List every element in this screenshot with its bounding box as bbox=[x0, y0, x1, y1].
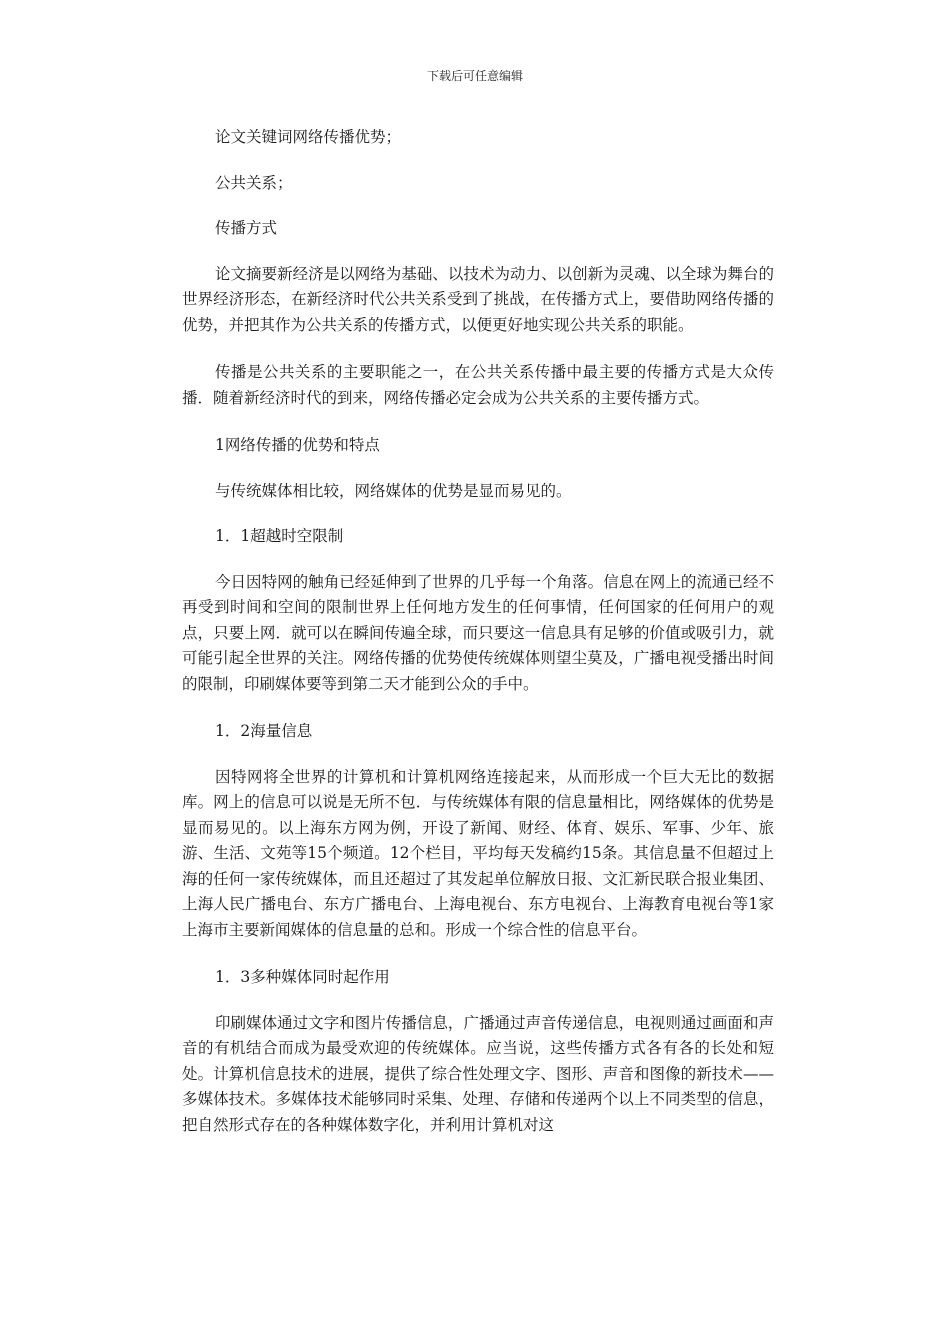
subsection-heading-1-2: 1．2海量信息 bbox=[215, 722, 313, 740]
document-body bbox=[182, 125, 774, 1160]
subsection-heading-1-1: 1．1超越时空限制 bbox=[215, 527, 344, 545]
subsection-1-2-body: 因特网将全世界的计算机和计算机网络连接起来，从而形成一个巨大无比的数据库。网上的信息可以说是无所不包．与传统媒体有限的信息量相比，网络媒体的优势是显而易见的。以上海东方网为例，开设了新闻、财经、体育、娱乐、军事、少年、旅游、生活、文苑等15个频道。12个栏目，平均每天发稿约15条。其信息量不但超过上海的任何一家传统媒体，而且还超过了其发起单位解放日报、文汇新民联合报业集团、上海人民广播电台、东方广播电台、上海电视台、东方电视台、上海教育电视台等1家上海市主要新闻媒体的信息量的总和。形成一个综合性的信息平台。 bbox=[182, 767, 774, 939]
page-header: 下载后可任意编辑 bbox=[426, 69, 523, 83]
subsection-heading-1-3: 1．3多种媒体同时起作用 bbox=[215, 968, 390, 986]
abstract-paragraph: 论文摘要新经济是以网络为基础、以技术为动力、以创新为灵魂、以全球为舞台的世界经济形态，在新经济时代公共关系受到了挑战，在传播方式上，要借助网络传播的优势，并把其作为公共关系的传播方式，以便更好地实现公共关系的职能。 bbox=[182, 264, 774, 334]
subsection-1-3-body: 印刷媒体通过文字和图片传播信息，广播通过声音传递信息，电视则通过画面和声音的有机结合而成为最受欢迎的传统媒体。应当说，这些传播方式各有各的长处和短处。计算机信息技术的进展，提供了综合性处理文字、图形、声音和图像的新技术——多媒体技术。多媒体技术能够同时采集、处理、存储和传递两个以上不同类型的信息，把自然形式存在的各种媒体数字化，并利用计算机对这 bbox=[182, 1013, 774, 1134]
section-1-intro: 与传统媒体相比较，网络媒体的优势是显而易见的。 bbox=[215, 481, 572, 500]
intro-paragraph: 传播是公共关系的主要职能之一，在公共关系传播中最主要的传播方式是大众传播．随着新经济时代的到来，网络传播必定会成为公共关系的主要传播方式。 bbox=[182, 363, 774, 407]
keyword-public-relations: 公共关系； bbox=[215, 173, 293, 192]
keywords-paragraph: 论文关键词网络传播优势； bbox=[215, 128, 402, 146]
subsection-1-1-body: 今日因特网的触角已经延伸到了世界的几乎每一个角落。信息在网上的流通已经不再受到时间和空间的限制世界上任何地方发生的任何事情，任何国家的任何用户的观点，只要上网．就可以在瞬间传遍全球，而只要这一信息具有足够的价值或吸引力，就可能引起全世界的关注。网络传播的优势使传统媒体则望尘莫及，广播电视受播出时间的限制，印刷媒体要等到第二天才能到公众的手中。 bbox=[182, 572, 774, 693]
section-heading-1: 1网络传播的优势和特点 bbox=[215, 436, 380, 454]
keyword-transmission-mode: 传播方式 bbox=[215, 219, 278, 237]
